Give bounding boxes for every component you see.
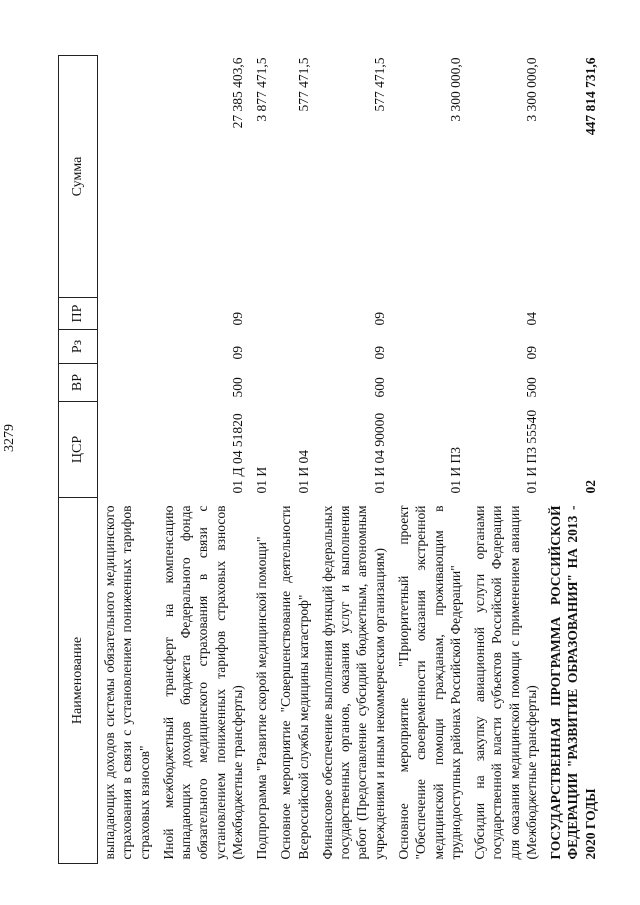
- table-row: [392, 56, 468, 864]
- row-pr: [250, 298, 274, 330]
- row-pr: [98, 298, 157, 330]
- table-row: [316, 56, 392, 864]
- row-vr: [392, 364, 468, 402]
- row-sum: 577 471,5: [295, 57, 311, 112]
- row-rz: 09: [371, 346, 387, 360]
- row-sum: 3 877 471,5: [254, 57, 270, 122]
- row-vr: 500: [229, 377, 245, 398]
- row-name: Финансовое обеспечение выполнения функций федеральных государственных органов, оказания услуг и выполнения работ (Предоставление субсидий бюджетным, автономным учреждениям и иным некоммерческим организациям): [319, 505, 387, 860]
- row-name: Основное мероприятие "Приоритетный проект "Обеспечение своевременности оказания экстренной медицинской помощи гражданам, проживающим в труднодоступных районах Российской Федерации": [395, 505, 463, 860]
- budget-table: [58, 55, 603, 864]
- row-rz: 09: [229, 346, 245, 360]
- row-name: Иной межбюджетный трансферт на компенсацию выпадающих доходов бюджета Федерального фонда обязательного медицинского страхования в связи с установлением пониженных тарифов страховых взносов (Межбюджетные трансферты): [160, 505, 245, 860]
- row-name: выпадающих доходов системы обязательного медицинского страхования в связи с установлением пониженных тарифов страховых взносов": [102, 505, 152, 860]
- row-rz: [392, 330, 468, 364]
- row-pr: [392, 298, 468, 330]
- row-rz: [274, 330, 316, 364]
- row-vr: [98, 364, 157, 402]
- header-vr: ВР: [59, 364, 98, 402]
- header-rz: Рз: [59, 330, 98, 364]
- row-sum: 3 300 000,0: [447, 57, 463, 122]
- row-csr: 01 И П3 55540: [523, 409, 539, 494]
- page-number: 3279: [2, 424, 17, 452]
- header-sum: Сумма: [59, 56, 98, 298]
- row-sum: [98, 56, 157, 298]
- row-sum: 27 385 403,6: [229, 57, 245, 129]
- row-sum: 577 471,5: [371, 57, 387, 112]
- header-csr: ЦСР: [59, 402, 98, 498]
- row-sum: 3 300 000,0: [523, 57, 539, 122]
- table-row: [468, 56, 544, 864]
- header-name: Наименование: [59, 498, 98, 864]
- row-name: Основное мероприятие "Совершенствование деятельности Всероссийской службы медицины катастроф": [278, 505, 311, 860]
- row-pr: 04: [523, 312, 539, 326]
- row-pr: 09: [371, 312, 387, 326]
- header-pr: ПР: [59, 298, 98, 330]
- row-name: Подпрограмма "Развитие скорой медицинской помощи": [254, 536, 270, 860]
- rotated-page-content: [58, 56, 610, 864]
- row-vr: [544, 364, 603, 402]
- row-vr: 600: [371, 377, 387, 398]
- row-vr: [250, 364, 274, 402]
- row-csr: 01 И П3: [447, 447, 463, 494]
- table-row: [157, 56, 250, 864]
- row-pr: 09: [229, 312, 245, 326]
- row-rz: [98, 330, 157, 364]
- row-name: ГОСУДАРСТВЕННАЯ ПРОГРАММА РОССИЙСКОЙ ФЕДЕРАЦИИ "РАЗВИТИЕ ОБРАЗОВАНИЯ" НА 2013 - 2020 ГОДЫ: [548, 505, 598, 860]
- row-csr: 01 Д 04 51820: [229, 413, 245, 494]
- row-csr: [98, 402, 157, 498]
- row-sum: 447 814 731,6: [582, 57, 598, 136]
- table-row: [250, 56, 274, 864]
- row-rz: [250, 330, 274, 364]
- row-pr: [544, 298, 603, 330]
- row-rz: 09: [523, 346, 539, 360]
- row-csr: 01 И 04: [295, 450, 311, 494]
- row-pr: [274, 298, 316, 330]
- row-csr: 01 И: [254, 466, 270, 494]
- row-vr: 500: [523, 377, 539, 398]
- table-row-program-total: [544, 56, 603, 864]
- table-row: [274, 56, 316, 864]
- row-csr: 02: [582, 480, 598, 494]
- table-row: [98, 56, 157, 864]
- table-header-row: [59, 56, 98, 864]
- row-rz: [544, 330, 603, 364]
- row-name: Субсидии на закупку авиационной услуги органами государственной власти субъектов Российской Федерации для оказания медицинской помощи с применением авиации (Межбюджетные трансферты): [472, 505, 539, 860]
- row-csr: 01 И 04 90000: [371, 412, 387, 494]
- row-vr: [274, 364, 316, 402]
